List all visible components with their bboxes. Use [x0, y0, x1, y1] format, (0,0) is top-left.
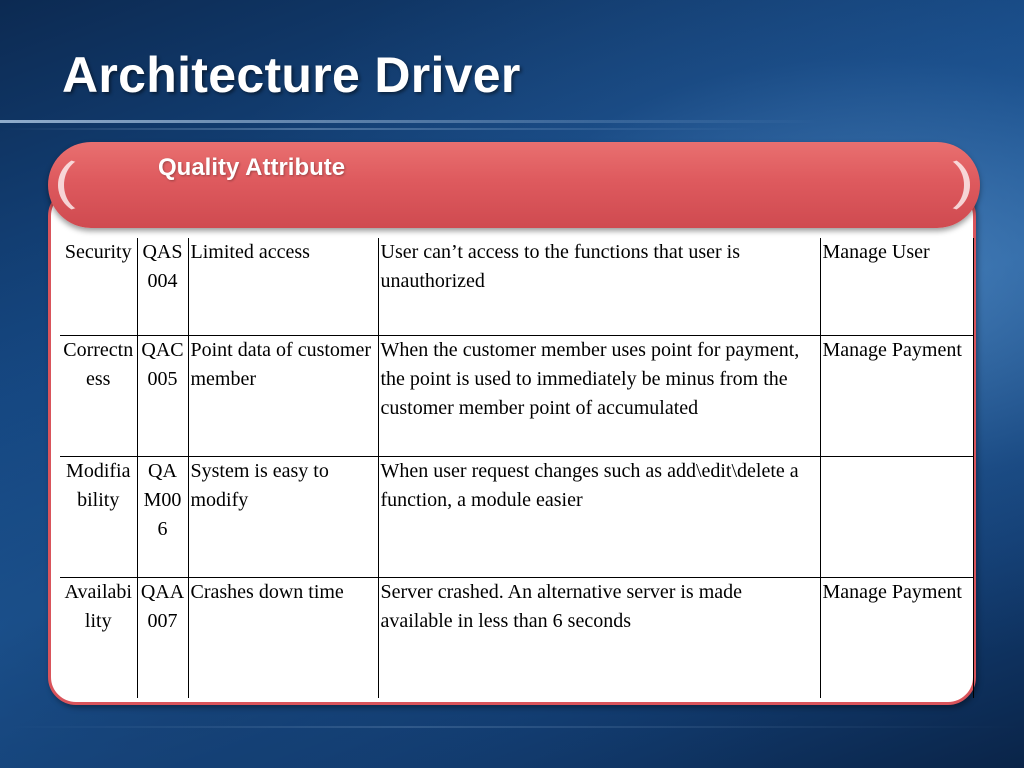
description-cell: User can’t access to the functions that user is unauthorized — [378, 238, 820, 335]
background-streak — [0, 726, 1024, 728]
table-row — [60, 238, 973, 335]
name-cell: System is easy to modify — [188, 456, 378, 577]
id-cell: QAS004 — [137, 238, 188, 335]
background-streak — [0, 128, 760, 130]
section-banner — [48, 142, 980, 228]
module-cell: Manage User — [820, 238, 973, 335]
description-cell: When user request changes such as add\edit\delete a function, a module easier — [378, 456, 820, 577]
attribute-cell: Availability — [60, 577, 137, 698]
attribute-cell: Correctness — [60, 335, 137, 456]
name-cell: Limited access — [188, 238, 378, 335]
description-cell: Server crashed. An alternative server is made available in less than 6 seconds — [378, 577, 820, 698]
table-row — [60, 335, 973, 456]
name-cell: Crashes down time — [188, 577, 378, 698]
id-cell: QAM006 — [137, 456, 188, 577]
name-cell: Point data of customer member — [188, 335, 378, 456]
module-cell — [820, 456, 973, 577]
description-cell: When the customer member uses point for payment, the point is used to immediately be minus from the customer member point of accumulated — [378, 335, 820, 456]
table-row — [60, 577, 973, 698]
id-cell: QAA007 — [137, 577, 188, 698]
slide-title: Architecture Driver — [62, 47, 521, 103]
attribute-cell: Security — [60, 238, 137, 335]
module-cell: Manage Payment — [820, 577, 973, 698]
table-row — [60, 456, 973, 577]
id-cell: QAC005 — [137, 335, 188, 456]
section-banner-label: Quality Attribute — [158, 154, 346, 181]
module-cell: Manage Payment — [820, 335, 973, 456]
title-underline — [0, 120, 820, 123]
attribute-cell: Modifiability — [60, 456, 137, 577]
quality-attribute-table — [60, 238, 974, 698]
